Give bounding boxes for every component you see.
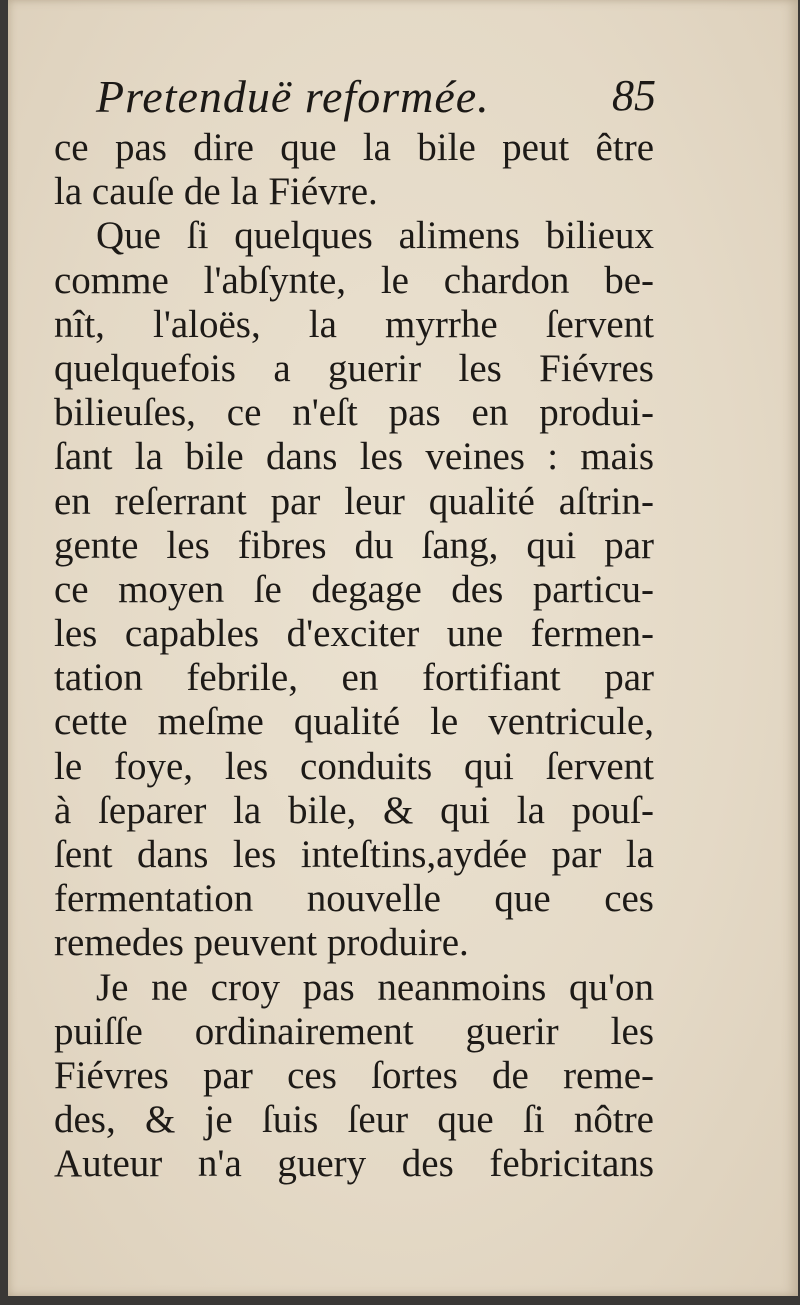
text-line: fermentation nouvelle que ces bbox=[54, 877, 654, 921]
text-line: puiſſe ordinairement guerir les bbox=[54, 1009, 654, 1053]
text-line: remedes peuvent produire. bbox=[54, 921, 469, 965]
text-line: comme l'abſynte, le chardon be- bbox=[54, 258, 654, 302]
text-line: à ſeparer la bile, & qui la pouſ- bbox=[54, 788, 654, 832]
text-line: bilieuſes, ce n'eſt pas en produi- bbox=[54, 391, 654, 435]
text-line: cette meſme qualité le ventricule, bbox=[54, 700, 654, 744]
body-text bbox=[54, 126, 654, 1187]
text-line: ce moyen ſe degage des particu- bbox=[54, 567, 654, 611]
text-line: nît, l'aloës, la myrrhe ſervent bbox=[54, 302, 654, 346]
text-line: ſant la bile dans les veines : mais bbox=[54, 435, 654, 479]
text-line: tation febrile, en fortifiant par bbox=[54, 656, 654, 700]
text-line: en reſerrant par leur qualité aſtrin- bbox=[54, 479, 654, 523]
paragraph-start-line: Que ſi quelques alimens bilieux bbox=[96, 214, 654, 258]
text-line: gente les fibres du ſang, qui par bbox=[54, 523, 654, 567]
text-line: Fiévres par ces ſortes de reme- bbox=[54, 1053, 654, 1097]
text-line: les capables d'exciter une fermen- bbox=[54, 612, 654, 656]
page-number: 85 bbox=[612, 71, 656, 120]
text-line: quelquefois a guerir les Fiévres bbox=[54, 346, 654, 390]
text-line: ſent dans les inteſtins,aydée par la bbox=[54, 833, 654, 876]
book-page bbox=[8, 0, 798, 1296]
text-line: ce pas dire que la bile peut être bbox=[54, 126, 654, 169]
text-line: la cauſe de la Fiévre. bbox=[54, 170, 378, 214]
text-line: Auteur n'a guery des febricitans bbox=[54, 1142, 654, 1186]
text-line: le foye, les conduits qui ſervent bbox=[54, 744, 654, 788]
paragraph-start-line: Je ne croy pas neanmoins qu'on bbox=[96, 965, 654, 1009]
text-line: des, & je ſuis ſeur que ſi nôtre bbox=[54, 1098, 654, 1142]
running-title: Pretenduë reformée. bbox=[96, 71, 490, 122]
